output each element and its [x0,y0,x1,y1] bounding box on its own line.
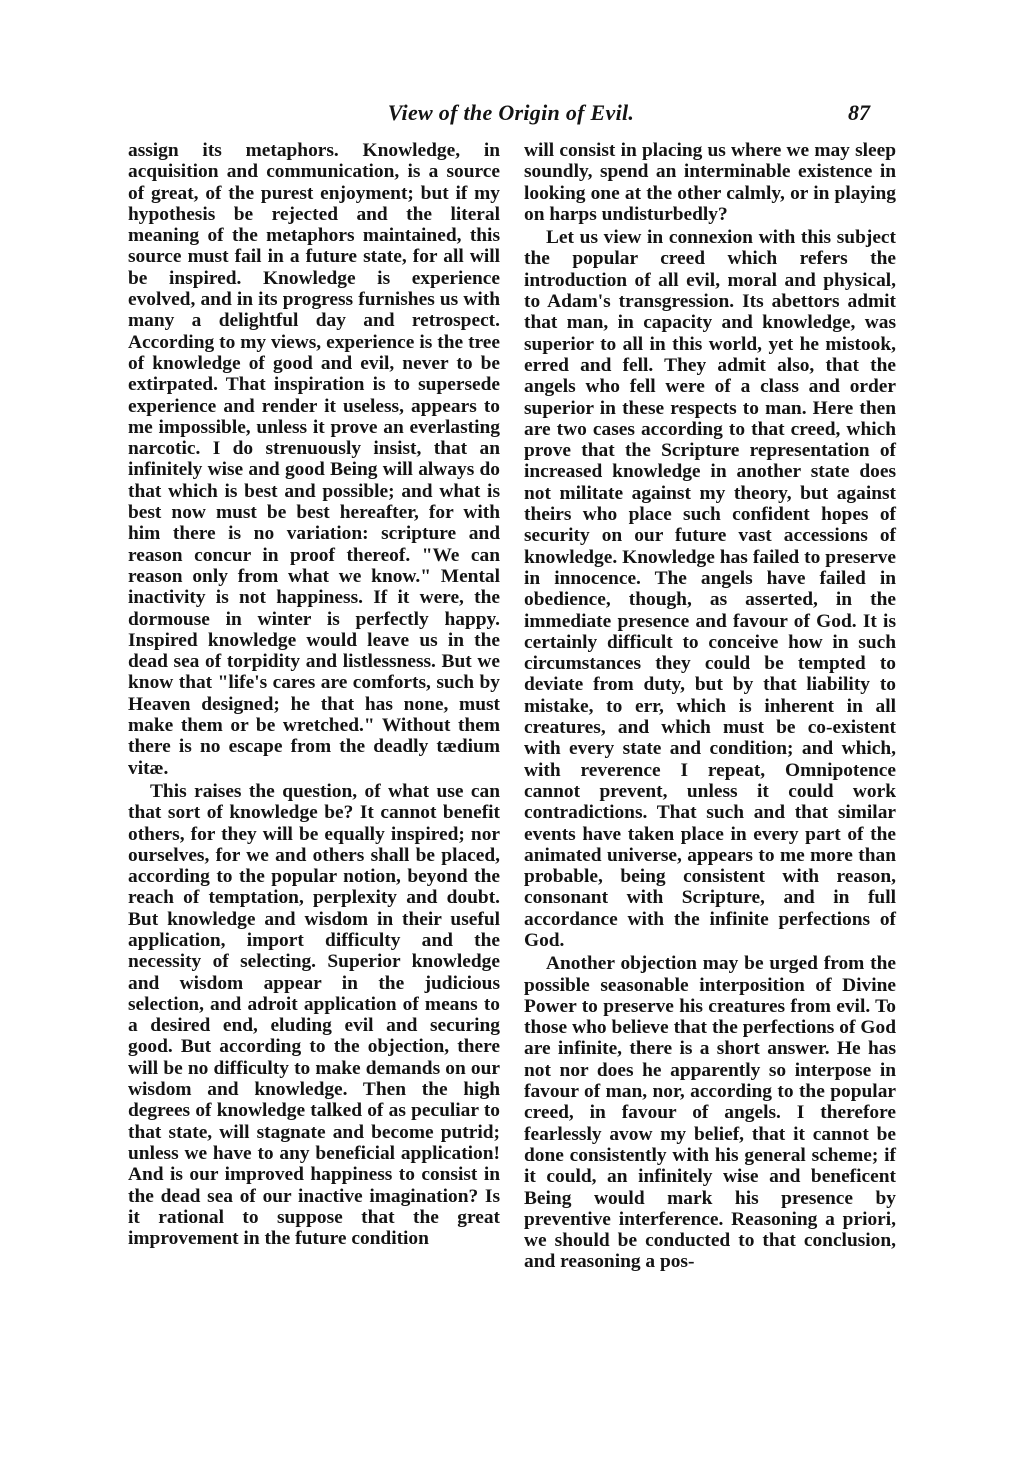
paragraph: will consist in placing us where we may sleep soundly, spend an interminable existence in looking one at the other calmly, or in playing on harps undisturbedly? [524,140,896,225]
paragraph: Another objection may be urged from the possible seasonable interposition of Divine Power to preserve his creatures from evil. To those who believe that the perfections of God are infinite, there is a short answer. He has not nor does he apparently so interpose in favour of man, nor, according to the popular creed, in favour of angels. I therefore fearlessly avow my belief, that it cannot be done consistently with his general scheme; if it could, an infinitely wise and beneficent Being would mark his presence by preventive interference. Reasoning a priori, we should be conducted to that conclusion, and reasoning a pos- [524,953,896,1273]
paragraph: assign its metaphors. Knowledge, in acquisition and communication, is a source of great, of the purest enjoyment; but if my hypothesis be rejected and the literal meaning of the metaphors maintained, this source must fail in a future state, for all will be inspired. Knowledge is experience evolved, and in its progress furnishes us with many a delightful day and retrospect. According to my views, experience is the tree of knowledge of good and evil, never to be extirpated. That inspiration is to supersede experience and render it useless, appears to me impossible, unless it prove an everlasting narcotic. I do strenuously insist, that an infinitely wise and good Being will always do that which is best and possible; and what is best now must be best hereafter, for with him there is no variation: scripture and reason concur in proof thereof. "We can reason only from what we know." Mental inactivity is not happiness. If it were, the dormouse in winter is perfectly happy. Inspired knowledge would leave us in the dead sea of torpidity and listlessness. But we know that "life's cares are comforts, such by Heaven designed; he that has none, must make them or be wretched." Without them there is no escape from the deadly tædium vitæ. [128,140,500,779]
paragraph: This raises the question, of what use can that sort of knowledge be? It cannot benefit others, for they will be equally inspired; nor ourselves, for we and others shall be placed, according to the popular notion, beyond the reach of temptation, perplexity and doubt. But knowledge and wisdom in their useful application, import difficulty and the necessity of selecting. Superior knowledge and wisdom appear in the judicious selection, and adroit application of means to a desired end, eluding evil and securing good. But according to the objection, there will be no difficulty to make demands on our wisdom and knowledge. Then the high degrees of knowledge talked of as peculiar to that state, will stagnate and become putrid; unless we have to any beneficial application! And is our improved happiness to consist in the dead sea of our inactive imagination? Is it rational to suppose that the great improvement in the future condition [128,780,500,1250]
left-column [128,140,500,1249]
paragraph: Let us view in connexion with this subject the popular creed which refers the introduction of all evil, moral and physical, to Adam's transgression. Its abettors admit that man, in capacity and knowledge, was superior to all in this world, yet he mistook, erred and fell. They admit also, that the angels who fell were of a class and order superior in these respects to man. Here then are two cases according to that creed, which prove that the Scripture representation of increased knowledge in another state does not militate against my theory, but against theirs who place such confident hopes of security on our future vast accessions of knowledge. Knowledge has failed to preserve in innocence. The angels have failed in obedience, though, as asserted, in the immediate presence and favour of God. It is certainly difficult to conceive how in such circumstances they could be tempted to deviate from duty, but by that liability to mistake, to err, which is inherent in all creatures, and which must be co-existent with every state and condition; and which, with reverence I repeat, Omnipotence cannot prevent, unless it could work contradictions. That such and that similar events have taken place in every part of the animated universe, appears to me more than probable, being consistent with reason, consonant with Scripture, and in full accordance with the infinite perfections of God. [524,227,896,951]
right-column [524,140,896,1273]
page-number: 87 [848,100,870,125]
running-title: View of the Origin of Evil. [387,100,635,125]
